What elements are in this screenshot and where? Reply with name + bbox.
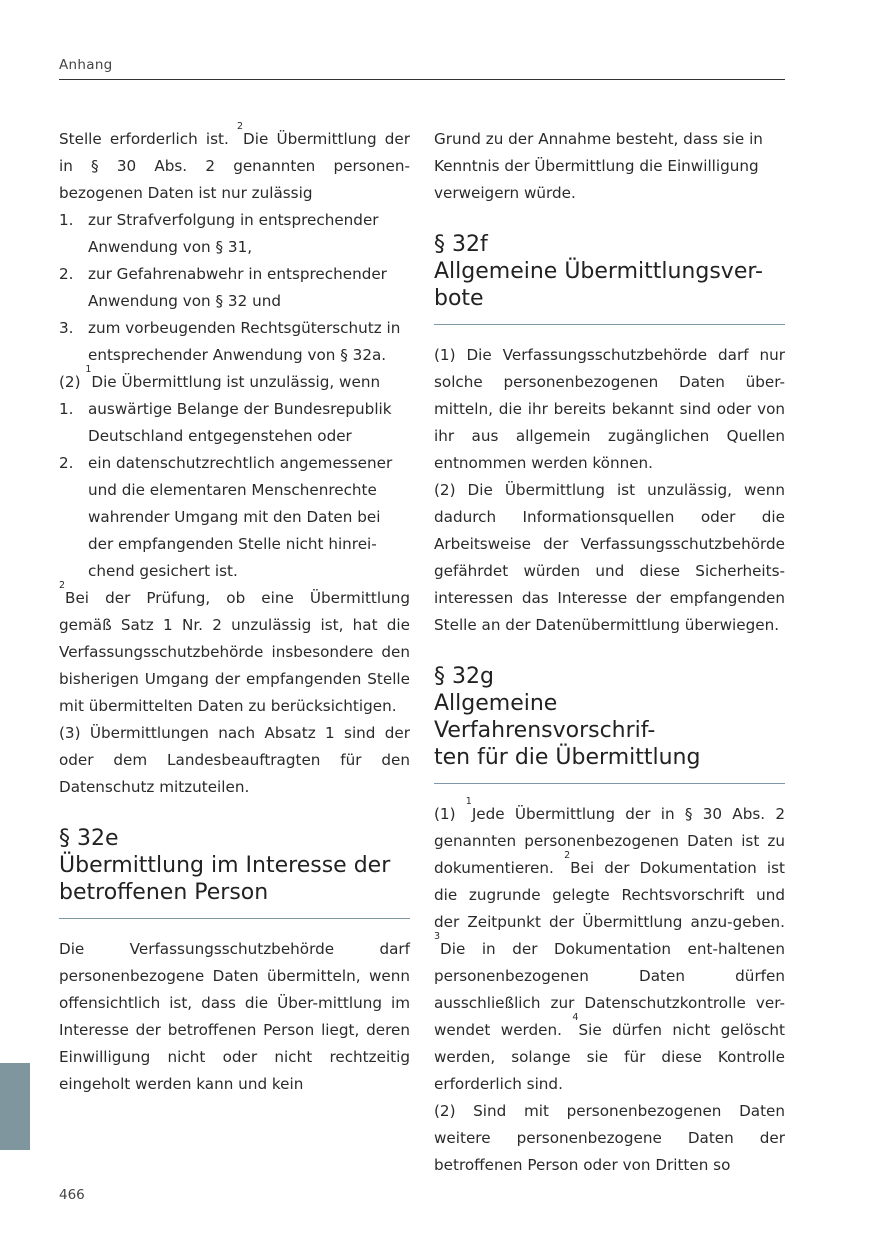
- list-item: [59, 450, 410, 585]
- list-number: 1.: [59, 400, 74, 418]
- header-rule: [59, 79, 785, 80]
- section-heading-32f: [434, 231, 785, 325]
- list-number: 1.: [59, 211, 74, 229]
- section-heading-32g: [434, 663, 785, 784]
- list-item: [59, 396, 410, 450]
- paragraph-text: Bei der Dokumentation ist die zugrunde gelegte Rechtsvorschrift und der Zeitpunkt der Übermittlung anzu-geben.: [434, 859, 786, 931]
- section-32f-paragraph-1: (1) Die Verfassungsschutzbehörde darf nur solche personenbezogenen Daten über-mitteln, die ihr bereits bekannt sind oder von ihr aus allgemein zugänglichen Quellen entnommen werden können.: [434, 346, 785, 472]
- list-text: auswärtige Belange der Bundesrepublik Deutschland entgegenstehen oder: [88, 400, 392, 445]
- list-number: 2.: [59, 265, 74, 283]
- sentence-number: 1: [465, 796, 472, 807]
- paragraph-text: Sie dürfen nicht gelöscht werden, solange sie für diese Kontrolle erforderlich sind.: [434, 1021, 785, 1093]
- section-number: § 32g: [434, 664, 494, 689]
- chapter-thumb-tab: [0, 1063, 30, 1150]
- paragraph-2: [59, 364, 410, 396]
- sentence-number: 2: [237, 121, 244, 132]
- list-item: [59, 207, 410, 261]
- list-number: 3.: [59, 319, 74, 337]
- paragraph-3: (3) Übermittlungen nach Absatz 1 sind der oder dem Landesbeauftragten für den Datenschutz mitzuteilen.: [59, 724, 410, 796]
- section-32f-paragraph-2: (2) Die Übermittlung ist unzulässig, wenn dadurch Informationsquellen oder die Arbeitsweise der Verfassungsschutzbehörde gefährdet würden und diese Sicherheits-interessen das Interesse der empfangenden Stelle an der Datenübermittlung überwiegen.: [434, 481, 785, 634]
- section-title-line: Allgemeine Verfahrensvorschrif-: [434, 691, 656, 743]
- section-title-line: Übermittlung im Interesse der: [59, 853, 391, 878]
- section-heading-32e: [59, 825, 410, 919]
- paragraph-text: Die in der Dokumentation ent-haltenen personenbezogenen Daten dürfen ausschließlich zur Datenschutzkontrolle ver-wendet werden.: [434, 940, 785, 1039]
- intro-text-a: Stelle erforderlich ist.: [59, 130, 237, 148]
- section-title-line: Allgemeine Übermittlungsver-: [434, 259, 763, 284]
- section-32g-paragraph-2: (2) Sind mit personenbezogenen Daten weitere personenbezogene Daten der betroffenen Person oder von Dritten so: [434, 1102, 785, 1174]
- sentence-number: 2: [564, 850, 571, 861]
- paragraph-2-sentence-2: [59, 580, 410, 720]
- paragraph-continued: Grund zu der Annahme besteht, dass sie in Kenntnis der Übermittlung die Einwilligung verweigern würde.: [434, 130, 763, 202]
- list-item: [59, 261, 410, 315]
- list-text: zum vorbeugenden Rechtsgüterschutz in entsprechender Anwendung von § 32a.: [88, 319, 401, 364]
- left-column: [59, 121, 410, 1098]
- section-32e-text: Die Verfassungsschutzbehörde darf personenbezogene Daten übermitteln, wenn offensichtlich ist, dass die Über-mittlung im Interesse der betroffenen Person liegt, deren Einwilligung nicht oder nicht rechtzeitig eingeholt werden kann und kein: [59, 940, 410, 1093]
- paragraph-number: (2): [59, 373, 86, 391]
- list-text: ein datenschutzrechtlich angemessener und die elementaren Menschenrechte wahrender Umgang mit den Daten bei der empfangenden Stelle nicht hinrei-chend gesichert ist.: [88, 454, 393, 580]
- paragraph-text: Bei der Prüfung, ob eine Übermittlung gemäß Satz 1 Nr. 2 unzulässig ist, hat die Verfassungsschutzbehörde insbesondere den bisherigen Umgang der empfangenden Stelle mit übermittelten Daten zu berücksichtigen.: [59, 589, 410, 715]
- paragraph-intro: [59, 121, 410, 207]
- running-header: Anhang: [59, 57, 113, 73]
- right-column: [434, 126, 785, 1179]
- list-text: zur Strafverfolgung in entsprechender Anwendung von § 31,: [88, 211, 379, 256]
- list-zulaessig: [59, 207, 410, 369]
- paragraph-text: Die Übermittlung ist unzulässig, wenn: [91, 373, 381, 391]
- section-number: § 32f: [434, 232, 488, 257]
- section-32g-paragraph-1: [434, 796, 786, 1098]
- list-number: 2.: [59, 454, 74, 472]
- section-title-line: betroffenen Person: [59, 880, 269, 905]
- section-title-line: ten für die Übermittlung: [434, 745, 701, 770]
- intro-text-b: Die Übermittlung der in § 30 Abs. 2 genannten personen-bezogenen Daten ist nur zulässig: [59, 130, 410, 202]
- page-number: 466: [59, 1187, 85, 1203]
- section-number: § 32e: [59, 826, 119, 851]
- paragraph-text: Jede Übermittlung der in § 30 Abs. 2 genannten personenbezogenen Daten ist zu dokumentieren.: [434, 805, 786, 877]
- section-title-line: bote: [434, 286, 484, 311]
- list-item: [59, 315, 410, 369]
- sentence-number: 4: [572, 1012, 579, 1023]
- list-unzulaessig: [59, 396, 410, 585]
- list-text: zur Gefahrenabwehr in entsprechender Anwendung von § 32 und: [88, 265, 387, 310]
- sentence-number: 1: [85, 364, 92, 375]
- paragraph-number: (1): [434, 805, 466, 823]
- sentence-number: 3: [434, 931, 441, 942]
- sentence-number: 2: [59, 580, 66, 591]
